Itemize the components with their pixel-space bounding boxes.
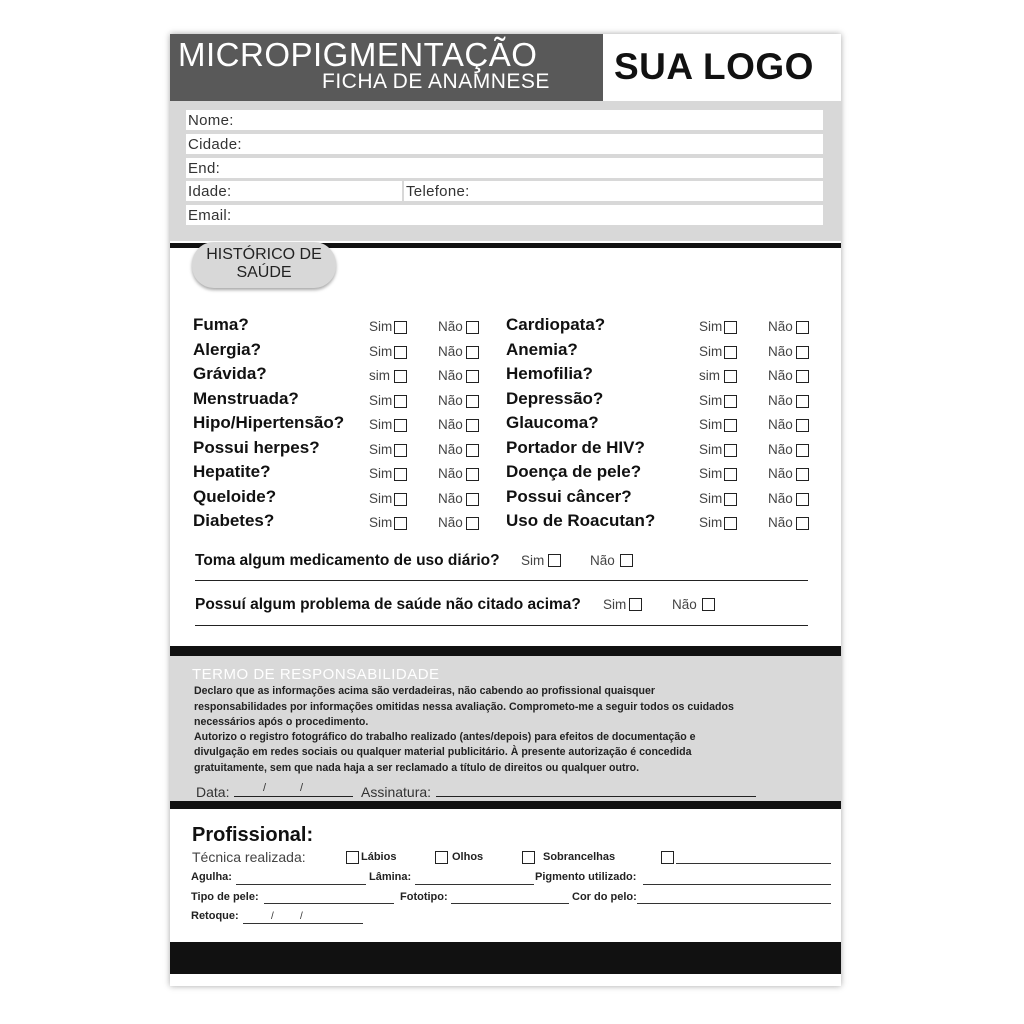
skin-type-field[interactable]	[264, 903, 394, 904]
question-left-6-yes-checkbox[interactable]	[394, 444, 407, 457]
skin-type-label: Tipo de pele:	[191, 891, 259, 903]
question-right-6-no-label: Não	[768, 442, 793, 457]
age-field[interactable]	[186, 181, 402, 201]
question-right-8: Possui câncer?	[506, 487, 632, 506]
phone-label: Telefone:	[406, 183, 470, 200]
question-right-9-no-label: Não	[768, 515, 793, 530]
question-left-8-yes-label: Sim	[369, 491, 393, 506]
question-left-1-no-label: Não	[438, 319, 463, 334]
question-left-9-yes-label: Sim	[369, 515, 393, 530]
question-right-8-yes-label: Sim	[699, 491, 723, 506]
city-field[interactable]	[186, 134, 823, 154]
anamnesis-form-sheet	[170, 34, 841, 986]
question-right-1-yes-checkbox[interactable]	[724, 321, 737, 334]
question-left-5: Hipo/Hipertensão?	[193, 413, 345, 432]
other-health-answer-line[interactable]	[195, 625, 808, 626]
hair-color-field[interactable]	[637, 903, 831, 904]
question-right-4-yes-checkbox[interactable]	[724, 395, 737, 408]
medication-yes-label: Sim	[521, 553, 545, 568]
question-left-7-yes-label: Sim	[369, 466, 393, 481]
question-left-9-no-label: Não	[438, 515, 463, 530]
other-health-no-checkbox[interactable]	[702, 598, 715, 611]
question-left-6-no-checkbox[interactable]	[466, 444, 479, 457]
liability-term-line-6: gratuitamente, sem que nada haja a ser reclamado a título de direitos ou qualquer outro.	[194, 762, 640, 774]
question-right-5-yes-checkbox[interactable]	[724, 419, 737, 432]
question-right-4-no-label: Não	[768, 393, 793, 408]
question-left-6-yes-label: Sim	[369, 442, 393, 457]
question-left-1-yes-checkbox[interactable]	[394, 321, 407, 334]
question-right-3-no-label: Não	[768, 368, 793, 383]
question-left-8: Queloide?	[193, 487, 277, 506]
question-right-9-yes-checkbox[interactable]	[724, 517, 737, 530]
address-field[interactable]	[186, 158, 823, 178]
sobrancelhas-checkbox[interactable]	[522, 851, 535, 864]
question-left-6-no-label: Não	[438, 442, 463, 457]
question-left-5-yes-checkbox[interactable]	[394, 419, 407, 432]
sobrancelhas-label: Sobrancelhas	[543, 851, 616, 863]
question-left-2-yes-checkbox[interactable]	[394, 346, 407, 359]
question-right-2: Anemia?	[506, 340, 578, 359]
date-slash-1: /	[263, 782, 267, 794]
question-right-5: Glaucoma?	[506, 413, 599, 432]
divider-bar-termo-top	[170, 646, 841, 656]
question-left-8-no-checkbox[interactable]	[466, 493, 479, 506]
question-left-7-yes-checkbox[interactable]	[394, 468, 407, 481]
touchup-slash-1: /	[271, 911, 274, 922]
age-label: Idade:	[188, 183, 232, 200]
question-right-1-no-label: Não	[768, 319, 793, 334]
question-left-2-no-label: Não	[438, 344, 463, 359]
hair-color-label: Cor do pelo:	[572, 891, 637, 903]
name-field[interactable]	[186, 110, 823, 130]
date-label: Data:	[196, 784, 230, 800]
question-right-6-yes-label: Sim	[699, 442, 723, 457]
labios-label: Lábios	[361, 851, 397, 863]
date-slash-2: /	[300, 782, 304, 794]
touchup-date-field[interactable]	[243, 923, 363, 924]
liability-term-title: TERMO DE RESPONSABILIDADE	[192, 666, 440, 683]
medication-yes-checkbox[interactable]	[548, 554, 561, 567]
question-right-7-no-label: Não	[768, 466, 793, 481]
address-label: End:	[188, 160, 221, 177]
divider-bar-termo-bottom	[170, 801, 841, 809]
form-subtitle: FICHA DE ANAMNESE	[322, 70, 550, 93]
form-title: MICROPIGMENTAÇÃO	[178, 36, 538, 73]
question-left-5-yes-label: Sim	[369, 417, 393, 432]
question-right-1: Cardiopata?	[506, 315, 606, 334]
city-label: Cidade:	[188, 136, 242, 153]
question-left-9-no-checkbox[interactable]	[466, 517, 479, 530]
question-right-6-no-checkbox[interactable]	[796, 444, 809, 457]
question-left-2: Alergia?	[193, 340, 262, 359]
liability-term-line-2: responsabilidades por informações omitidas nessa avaliação. Comprometo-me a seguir todos os cuidados	[194, 701, 734, 713]
question-right-5-no-checkbox[interactable]	[796, 419, 809, 432]
blade-field[interactable]	[415, 884, 534, 885]
question-left-7: Hepatite?	[193, 462, 271, 481]
question-right-6-yes-checkbox[interactable]	[724, 444, 737, 457]
question-left-1-yes-label: Sim	[369, 319, 393, 334]
other-health-question: Possuí algum problema de saúde não citado acima?	[195, 596, 581, 613]
email-field[interactable]	[186, 205, 823, 225]
health-history-badge	[192, 242, 336, 288]
question-left-7-no-checkbox[interactable]	[466, 468, 479, 481]
phone-field[interactable]	[404, 181, 823, 201]
question-left-4: Menstruada?	[193, 389, 299, 408]
other-health-yes-label: Sim	[603, 597, 627, 612]
question-left-1-no-checkbox[interactable]	[466, 321, 479, 334]
question-right-8-no-label: Não	[768, 491, 793, 506]
other-technique-field[interactable]	[676, 863, 831, 864]
footer-bar	[170, 942, 841, 974]
date-field[interactable]	[234, 796, 353, 797]
question-right-1-yes-label: Sim	[699, 319, 723, 334]
question-left-8-no-label: Não	[438, 491, 463, 506]
question-right-9: Uso de Roacutan?	[506, 511, 656, 530]
question-right-4: Depressão?	[506, 389, 604, 408]
question-left-6: Possui herpes?	[193, 438, 320, 457]
medication-answer-line[interactable]	[195, 580, 808, 581]
labios-checkbox[interactable]	[346, 851, 359, 864]
touchup-label: Retoque:	[191, 910, 239, 922]
question-left-7-no-label: Não	[438, 466, 463, 481]
question-left-3-no-label: Não	[438, 368, 463, 383]
question-left-8-yes-checkbox[interactable]	[394, 493, 407, 506]
question-left-2-no-checkbox[interactable]	[466, 346, 479, 359]
question-left-9-yes-checkbox[interactable]	[394, 517, 407, 530]
liability-term-line-4: Autorizo o registro fotográfico do trabalho realizado (antes/depois) para efeitos de documentação e	[194, 731, 696, 743]
question-right-3-yes-label: sim	[699, 368, 720, 383]
medication-no-label: Não	[590, 553, 615, 568]
phototype-field[interactable]	[451, 903, 569, 904]
name-label: Nome:	[188, 112, 234, 129]
question-right-5-yes-label: Sim	[699, 417, 723, 432]
question-right-8-no-checkbox[interactable]	[796, 493, 809, 506]
question-right-7: Doença de pele?	[506, 462, 642, 481]
logo-placeholder: SUA LOGO	[614, 46, 814, 87]
signature-field[interactable]	[436, 796, 756, 797]
question-right-3: Hemofilia?	[506, 364, 593, 383]
question-left-3-yes-label: sim	[369, 368, 390, 383]
email-label: Email:	[188, 207, 232, 224]
question-right-7-yes-label: Sim	[699, 466, 723, 481]
needle-label: Agulha:	[191, 871, 232, 883]
question-left-9: Diabetes?	[193, 511, 275, 530]
question-right-1-no-checkbox[interactable]	[796, 321, 809, 334]
question-left-4-no-checkbox[interactable]	[466, 395, 479, 408]
health-history-line2: SAÚDE	[236, 264, 292, 281]
question-right-9-no-checkbox[interactable]	[796, 517, 809, 530]
question-left-1: Fuma?	[193, 315, 249, 334]
olhos-label: Olhos	[452, 851, 484, 863]
professional-title: Profissional:	[192, 824, 314, 846]
other-technique-checkbox[interactable]	[661, 851, 674, 864]
question-left-4-yes-checkbox[interactable]	[394, 395, 407, 408]
liability-term-line-3: necessários após o procedimento.	[194, 716, 369, 728]
question-right-9-yes-label: Sim	[699, 515, 723, 530]
liability-term-line-5: divulgação em redes sociais ou qualquer material publicitário. À presente autorização é concedida	[194, 746, 692, 758]
pigment-label: Pigmento utilizado:	[535, 871, 637, 883]
medication-no-checkbox[interactable]	[620, 554, 633, 567]
olhos-checkbox[interactable]	[435, 851, 448, 864]
other-health-yes-checkbox[interactable]	[629, 598, 642, 611]
question-right-3-yes-checkbox[interactable]	[724, 370, 737, 383]
liability-term-line-1: Declaro que as informações acima são verdadeiras, não cabendo ao profissional quaisquer	[194, 685, 655, 697]
question-right-6: Portador de HIV?	[506, 438, 645, 457]
touchup-slash-2: /	[300, 911, 303, 922]
health-history-line1: HISTÓRICO DE	[206, 246, 322, 263]
other-health-no-label: Não	[672, 597, 697, 612]
question-right-2-yes-label: Sim	[699, 344, 723, 359]
signature-label: Assinatura:	[361, 784, 432, 800]
question-left-4-no-label: Não	[438, 393, 463, 408]
question-right-3-no-checkbox[interactable]	[796, 370, 809, 383]
question-left-3-no-checkbox[interactable]	[466, 370, 479, 383]
question-right-4-yes-label: Sim	[699, 393, 723, 408]
question-left-4-yes-label: Sim	[369, 393, 393, 408]
question-right-8-yes-checkbox[interactable]	[724, 493, 737, 506]
question-right-2-no-label: Não	[768, 344, 793, 359]
question-left-3: Grávida?	[193, 364, 267, 383]
question-right-7-no-checkbox[interactable]	[796, 468, 809, 481]
question-left-5-no-checkbox[interactable]	[466, 419, 479, 432]
question-right-2-no-checkbox[interactable]	[796, 346, 809, 359]
phototype-label: Fototipo:	[400, 891, 448, 903]
question-right-5-no-label: Não	[768, 417, 793, 432]
question-right-4-no-checkbox[interactable]	[796, 395, 809, 408]
question-right-2-yes-checkbox[interactable]	[724, 346, 737, 359]
pigment-field[interactable]	[643, 884, 831, 885]
question-left-5-no-label: Não	[438, 417, 463, 432]
technique-label: Técnica realizada:	[192, 849, 306, 865]
question-right-7-yes-checkbox[interactable]	[724, 468, 737, 481]
needle-field[interactable]	[236, 884, 366, 885]
question-left-3-yes-checkbox[interactable]	[394, 370, 407, 383]
blade-label: Lâmina:	[369, 871, 412, 883]
question-left-2-yes-label: Sim	[369, 344, 393, 359]
medication-question: Toma algum medicamento de uso diário?	[195, 552, 500, 569]
